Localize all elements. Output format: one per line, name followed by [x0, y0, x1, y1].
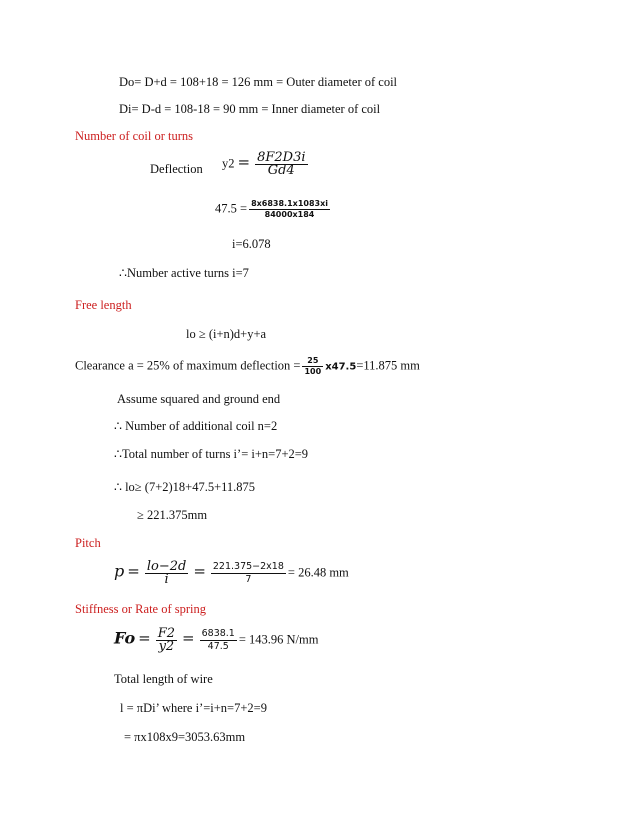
clearance-numerator: 25: [302, 356, 323, 367]
deflection-fraction: [255, 152, 307, 177]
stiffness-denominator-value: 47.5: [207, 641, 229, 652]
equals-sign: =: [138, 629, 151, 648]
i-result: i=6.078: [232, 237, 271, 251]
deflection-sub-numerator: 8x6838.1x1083xi: [251, 199, 328, 208]
equals-sign: =: [193, 562, 206, 581]
pitch-denominator-value: 7: [245, 574, 252, 585]
wire-label: Total length of wire: [114, 672, 213, 686]
free-length-formula: lo ≥ (i+n)d+y+a: [186, 327, 267, 341]
deflection-lhs: y2: [222, 156, 235, 171]
active-turns-line: ∴Number active turns i=7: [119, 266, 249, 280]
pitch-symbol: p: [114, 561, 125, 581]
outer-diameter-line: Do= D+d = 108+18 = 126 mm = Outer diameter of coil: [119, 75, 398, 89]
heading-free-length: Free length: [75, 298, 132, 312]
stiffness-denominator: y2: [158, 639, 175, 654]
deflection-label: Deflection: [150, 162, 203, 176]
deflection-sub-denominator: 84000x184: [264, 210, 315, 219]
deflection-sub-lhs: 47.5 =: [215, 201, 248, 216]
stiffness-numerator-value: 6838.1: [201, 628, 235, 639]
clearance-text: Clearance a = 25% of maximum deflection =: [75, 358, 301, 373]
deflection-numerator: 8F2D3i: [257, 150, 306, 165]
deflection-formula: [222, 152, 310, 177]
equals-sign: =: [182, 629, 195, 648]
deflection-sub-fraction: [249, 199, 330, 220]
lo-calc-line: ∴ lo≥ (7+2)18+47.5+11.875: [114, 480, 256, 494]
wire-formula: l = πDi’ where i’=i+n=7+2=9: [120, 701, 267, 715]
pitch-fraction-numeric: [211, 561, 286, 586]
pitch-numerator: lo−2d: [146, 559, 187, 574]
pitch-numerator-value: 221.375−2x18: [212, 561, 284, 572]
additional-coil-line: ∴ Number of additional coil n=2: [114, 419, 278, 433]
stiffness-symbol: Fo: [114, 628, 136, 648]
pitch-formula: [114, 561, 349, 586]
total-turns-line: ∴Total number of turns i’= i+n=7+2=9: [114, 447, 309, 461]
stiffness-formula: [114, 628, 318, 653]
assume-line: Assume squared and ground end: [117, 392, 281, 406]
stiffness-result: = 143.96 N/mm: [238, 632, 319, 647]
stiffness-fraction-numeric: [200, 628, 237, 653]
clearance-line: [75, 356, 420, 377]
wire-result: = πx108x9=3053.63mm: [124, 730, 246, 744]
clearance-fraction: [302, 356, 323, 377]
clearance-tail: x47.5: [325, 361, 357, 373]
heading-coils: Number of coil or turns: [75, 129, 194, 143]
deflection-denominator: Gd4: [267, 163, 295, 178]
heading-stiffness: Stiffness or Rate of spring: [75, 602, 207, 616]
pitch-fraction-symbolic: [145, 561, 188, 586]
stiffness-numerator: F2: [157, 626, 176, 641]
stiffness-fraction-symbolic: [156, 628, 177, 653]
equals-sign: =: [127, 562, 140, 581]
clearance-result: =11.875 mm: [356, 358, 420, 373]
deflection-substitution: [215, 199, 332, 220]
inner-diameter-line: Di= D-d = 108-18 = 90 mm = Inner diameter of coil: [119, 102, 381, 116]
pitch-denominator: i: [164, 572, 169, 587]
heading-pitch: Pitch: [75, 536, 101, 550]
lo-result-line: ≥ 221.375mm: [137, 508, 208, 522]
pitch-result: = 26.48 mm: [287, 565, 349, 580]
clearance-denominator: 100: [304, 367, 322, 376]
equals-sign: =: [237, 153, 251, 172]
